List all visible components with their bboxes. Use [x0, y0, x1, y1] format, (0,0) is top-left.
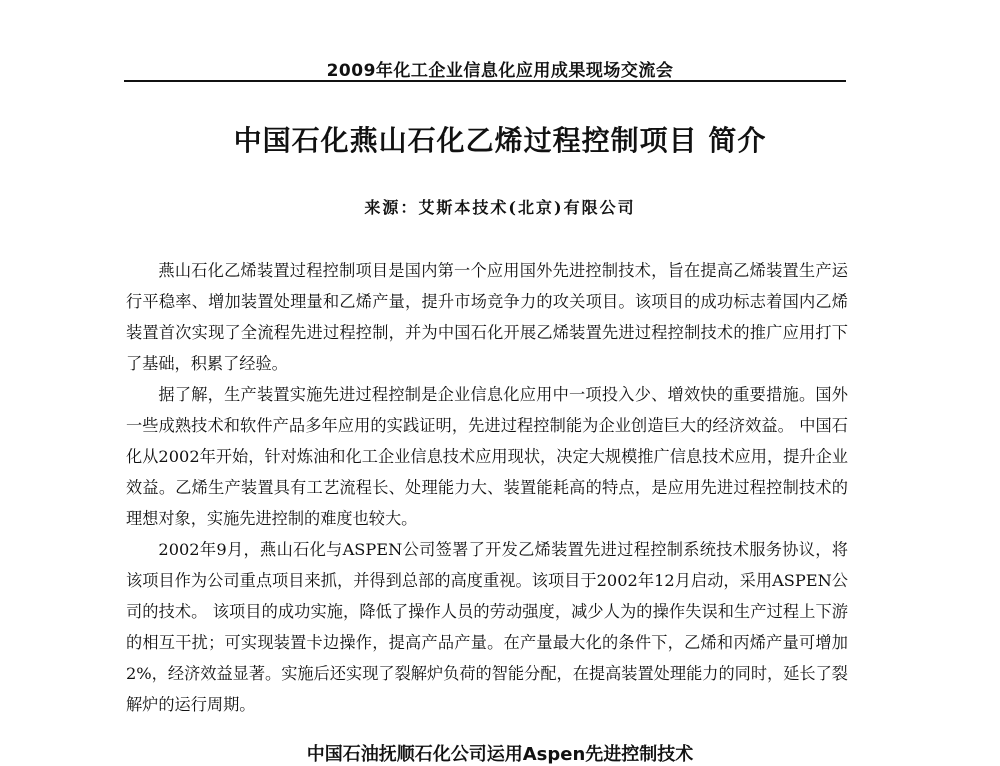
paragraph-2: 据了解，生产装置实施先进过程控制是企业信息化应用中一项投入少、增效快的重要措施。国外一些成熟技术和软件产品多年应用的实践证明，先进过程控制能为企业创造巨大的经济效益。 中国石化从2002年开始，针对炼油和化工企业信息技术应用现状，决定大规模推广信息技术应用，提升企业效益。乙烯生产装置具有工艺流程长、处理能力大、装置能耗高的特点，是应用先进过程控制技术的理想对象，实施先进控制的难度也较大。: [126, 385, 848, 528]
header-rule: [124, 80, 846, 82]
article-title: 中国石化燕山石化乙烯过程控制项目 简介: [233, 124, 767, 157]
next-section-title: 中国石油抚顺石化公司运用Aspen先进控制技术: [306, 744, 694, 765]
paragraph-1: 燕山石化乙烯装置过程控制项目是国内第一个应用国外先进控制技术，旨在提高乙烯装置生产运行平稳率、增加装置处理量和乙烯产量，提升市场竞争力的攻关项目。该项目的成功标志着国内乙烯装置首次实现了全流程先进过程控制，并为中国石化开展乙烯装置先进过程控制技术的推广应用打下了基础，积累了经验。: [126, 261, 848, 373]
running-header: 2009年化工企业信息化应用成果现场交流会: [326, 61, 674, 81]
article-body: [126, 255, 848, 720]
paragraph-3: 2002年9月，燕山石化与ASPEN公司签署了开发乙烯装置先进过程控制系统技术服务协议，将该项目作为公司重点项目来抓，并得到总部的高度重视。该项目于2002年12月启动，采用ASPEN公司的技术。 该项目的成功实施，降低了操作人员的劳动强度，减少人为的操作失误和生产过程上下游的相互干扰；可实现装置卡边操作，提高产品产量。在产量最大化的条件下，乙烯和丙烯产量可增加2%，经济效益显著。实施后还实现了裂解炉负荷的智能分配，在提高装置处理能力的同时，延长了裂解炉的运行周期。: [126, 540, 848, 714]
article-source: 来源：艾斯本技术(北京)有限公司: [364, 198, 636, 217]
